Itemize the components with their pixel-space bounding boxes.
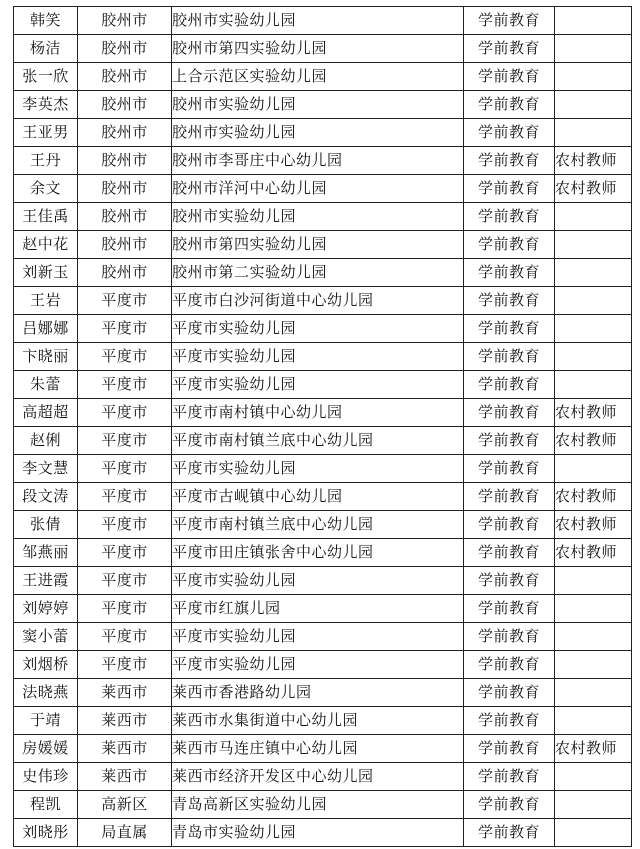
- teacher-name-cell: 史伟珍: [14, 763, 78, 791]
- table-row: [14, 7, 632, 35]
- school-cell: 莱西市马连庄镇中心幼儿园: [172, 735, 464, 763]
- school-cell: 胶州市第二实验幼儿园: [172, 259, 464, 287]
- district-cell: 平度市: [78, 371, 172, 399]
- table-row: [14, 623, 632, 651]
- category-cell: 学前教育: [464, 287, 555, 315]
- district-cell: 胶州市: [78, 63, 172, 91]
- school-cell: 上合示范区实验幼儿园: [172, 63, 464, 91]
- district-cell: 胶州市: [78, 147, 172, 175]
- category-cell: 学前教育: [464, 595, 555, 623]
- note-cell: [555, 567, 632, 595]
- category-cell: 学前教育: [464, 231, 555, 259]
- teacher-name-cell: 刘晓彤: [14, 819, 78, 847]
- district-cell: 高新区: [78, 791, 172, 819]
- district-cell: 平度市: [78, 399, 172, 427]
- school-cell: 胶州市第四实验幼儿园: [172, 35, 464, 63]
- school-cell: 平度市田庄镇张舍中心幼儿园: [172, 539, 464, 567]
- school-cell: 平度市白沙河街道中心幼儿园: [172, 287, 464, 315]
- district-cell: 平度市: [78, 315, 172, 343]
- school-cell: 平度市南村镇兰底中心幼儿园: [172, 427, 464, 455]
- district-cell: 胶州市: [78, 259, 172, 287]
- table-row: [14, 483, 632, 511]
- category-cell: 学前教育: [464, 315, 555, 343]
- category-cell: 学前教育: [464, 735, 555, 763]
- note-cell: [555, 343, 632, 371]
- teacher-name-cell: 赵中花: [14, 231, 78, 259]
- teacher-name-cell: 窦小蕾: [14, 623, 78, 651]
- category-cell: 学前教育: [464, 203, 555, 231]
- teacher-name-cell: 李英杰: [14, 91, 78, 119]
- teacher-name-cell: 刘烟桥: [14, 651, 78, 679]
- district-cell: 平度市: [78, 651, 172, 679]
- table-row: [14, 259, 632, 287]
- note-cell: [555, 595, 632, 623]
- category-cell: 学前教育: [464, 147, 555, 175]
- school-cell: 平度市实验幼儿园: [172, 371, 464, 399]
- district-cell: 平度市: [78, 567, 172, 595]
- district-cell: 局直属: [78, 819, 172, 847]
- school-cell: 平度市红旗儿园: [172, 595, 464, 623]
- table-row: [14, 119, 632, 147]
- teacher-name-cell: 刘婷婷: [14, 595, 78, 623]
- table-row: [14, 343, 632, 371]
- district-cell: 平度市: [78, 623, 172, 651]
- note-cell: [555, 231, 632, 259]
- note-cell: [555, 259, 632, 287]
- table-row: [14, 287, 632, 315]
- note-cell: [555, 203, 632, 231]
- district-cell: 莱西市: [78, 679, 172, 707]
- note-cell: [555, 63, 632, 91]
- table-row: [14, 511, 632, 539]
- category-cell: 学前教育: [464, 707, 555, 735]
- note-cell: [555, 35, 632, 63]
- category-cell: 学前教育: [464, 63, 555, 91]
- district-cell: 平度市: [78, 287, 172, 315]
- school-cell: 平度市实验幼儿园: [172, 623, 464, 651]
- table-row: [14, 651, 632, 679]
- teacher-name-cell: 张倩: [14, 511, 78, 539]
- table-row: [14, 735, 632, 763]
- category-cell: 学前教育: [464, 679, 555, 707]
- teacher-name-cell: 王岩: [14, 287, 78, 315]
- table-row: [14, 175, 632, 203]
- teacher-name-cell: 李文慧: [14, 455, 78, 483]
- district-cell: 平度市: [78, 595, 172, 623]
- school-cell: 青岛高新区实验幼儿园: [172, 791, 464, 819]
- note-cell: [555, 287, 632, 315]
- school-cell: 胶州市实验幼儿园: [172, 91, 464, 119]
- school-cell: 平度市实验幼儿园: [172, 567, 464, 595]
- district-cell: 平度市: [78, 455, 172, 483]
- teacher-name-cell: 赵俐: [14, 427, 78, 455]
- note-cell: 农村教师: [555, 399, 632, 427]
- table-row: [14, 399, 632, 427]
- school-cell: 胶州市实验幼儿园: [172, 119, 464, 147]
- teacher-name-cell: 吕娜娜: [14, 315, 78, 343]
- category-cell: 学前教育: [464, 763, 555, 791]
- teacher-name-cell: 王丹: [14, 147, 78, 175]
- school-cell: 平度市南村镇中心幼儿园: [172, 399, 464, 427]
- school-cell: 胶州市洋河中心幼儿园: [172, 175, 464, 203]
- note-cell: [555, 791, 632, 819]
- note-cell: [555, 371, 632, 399]
- district-cell: 平度市: [78, 511, 172, 539]
- category-cell: 学前教育: [464, 259, 555, 287]
- table-row: [14, 371, 632, 399]
- note-cell: [555, 651, 632, 679]
- table-row: [14, 819, 632, 847]
- school-cell: 青岛市实验幼儿园: [172, 819, 464, 847]
- table-row: [14, 679, 632, 707]
- school-cell: 平度市实验幼儿园: [172, 315, 464, 343]
- note-cell: [555, 763, 632, 791]
- table-row: [14, 567, 632, 595]
- teacher-name-cell: 王进霞: [14, 567, 78, 595]
- note-cell: [555, 679, 632, 707]
- school-cell: 莱西市水集街道中心幼儿园: [172, 707, 464, 735]
- district-cell: 莱西市: [78, 763, 172, 791]
- table-row: [14, 91, 632, 119]
- category-cell: 学前教育: [464, 567, 555, 595]
- school-cell: 平度市古岘镇中心幼儿园: [172, 483, 464, 511]
- school-cell: 胶州市第四实验幼儿园: [172, 231, 464, 259]
- school-cell: 胶州市李哥庄中心幼儿园: [172, 147, 464, 175]
- teacher-name-cell: 高超超: [14, 399, 78, 427]
- category-cell: 学前教育: [464, 399, 555, 427]
- table-row: [14, 315, 632, 343]
- teacher-name-cell: 法晓燕: [14, 679, 78, 707]
- note-cell: 农村教师: [555, 539, 632, 567]
- category-cell: 学前教育: [464, 175, 555, 203]
- school-cell: 莱西市香港路幼儿园: [172, 679, 464, 707]
- school-cell: 平度市实验幼儿园: [172, 455, 464, 483]
- teacher-name-cell: 卞晓丽: [14, 343, 78, 371]
- table-row: [14, 455, 632, 483]
- teacher-name-cell: 于靖: [14, 707, 78, 735]
- district-cell: 平度市: [78, 427, 172, 455]
- note-cell: [555, 119, 632, 147]
- district-cell: 胶州市: [78, 91, 172, 119]
- table-row: [14, 231, 632, 259]
- note-cell: 农村教师: [555, 511, 632, 539]
- note-cell: [555, 707, 632, 735]
- teacher-name-cell: 程凯: [14, 791, 78, 819]
- category-cell: 学前教育: [464, 819, 555, 847]
- school-cell: 胶州市实验幼儿园: [172, 7, 464, 35]
- school-cell: 平度市实验幼儿园: [172, 651, 464, 679]
- district-cell: 平度市: [78, 539, 172, 567]
- table-row: [14, 791, 632, 819]
- category-cell: 学前教育: [464, 7, 555, 35]
- note-cell: [555, 623, 632, 651]
- table-row: [14, 539, 632, 567]
- category-cell: 学前教育: [464, 791, 555, 819]
- school-cell: 莱西市经济开发区中心幼儿园: [172, 763, 464, 791]
- table-row: [14, 63, 632, 91]
- table-row: [14, 763, 632, 791]
- note-cell: 农村教师: [555, 483, 632, 511]
- table-row: [14, 147, 632, 175]
- note-cell: 农村教师: [555, 735, 632, 763]
- teacher-name-cell: 王佳禹: [14, 203, 78, 231]
- note-cell: 农村教师: [555, 147, 632, 175]
- table-row: [14, 203, 632, 231]
- teacher-name-cell: 王亚男: [14, 119, 78, 147]
- category-cell: 学前教育: [464, 91, 555, 119]
- district-cell: 胶州市: [78, 35, 172, 63]
- district-cell: 胶州市: [78, 175, 172, 203]
- category-cell: 学前教育: [464, 651, 555, 679]
- note-cell: [555, 819, 632, 847]
- teacher-roster-table: [13, 6, 632, 847]
- note-cell: [555, 7, 632, 35]
- category-cell: 学前教育: [464, 511, 555, 539]
- district-cell: 平度市: [78, 483, 172, 511]
- teacher-name-cell: 杨洁: [14, 35, 78, 63]
- district-cell: 胶州市: [78, 231, 172, 259]
- teacher-name-cell: 张一欣: [14, 63, 78, 91]
- category-cell: 学前教育: [464, 455, 555, 483]
- district-cell: 莱西市: [78, 707, 172, 735]
- district-cell: 平度市: [78, 343, 172, 371]
- note-cell: 农村教师: [555, 427, 632, 455]
- school-cell: 胶州市实验幼儿园: [172, 203, 464, 231]
- category-cell: 学前教育: [464, 483, 555, 511]
- roster-body: [14, 7, 632, 847]
- table-row: [14, 707, 632, 735]
- category-cell: 学前教育: [464, 119, 555, 147]
- note-cell: [555, 91, 632, 119]
- teacher-name-cell: 段文涛: [14, 483, 78, 511]
- district-cell: 胶州市: [78, 119, 172, 147]
- district-cell: 莱西市: [78, 735, 172, 763]
- district-cell: 胶州市: [78, 7, 172, 35]
- category-cell: 学前教育: [464, 623, 555, 651]
- note-cell: [555, 455, 632, 483]
- school-cell: 平度市实验幼儿园: [172, 343, 464, 371]
- category-cell: 学前教育: [464, 343, 555, 371]
- teacher-name-cell: 韩笑: [14, 7, 78, 35]
- teacher-name-cell: 刘新玉: [14, 259, 78, 287]
- teacher-name-cell: 邹燕丽: [14, 539, 78, 567]
- category-cell: 学前教育: [464, 35, 555, 63]
- table-row: [14, 427, 632, 455]
- note-cell: 农村教师: [555, 175, 632, 203]
- note-cell: [555, 315, 632, 343]
- category-cell: 学前教育: [464, 427, 555, 455]
- school-cell: 平度市南村镇兰底中心幼儿园: [172, 511, 464, 539]
- district-cell: 胶州市: [78, 203, 172, 231]
- teacher-name-cell: 房媛媛: [14, 735, 78, 763]
- table-row: [14, 35, 632, 63]
- category-cell: 学前教育: [464, 371, 555, 399]
- table-row: [14, 595, 632, 623]
- teacher-name-cell: 朱蕾: [14, 371, 78, 399]
- category-cell: 学前教育: [464, 539, 555, 567]
- teacher-name-cell: 余文: [14, 175, 78, 203]
